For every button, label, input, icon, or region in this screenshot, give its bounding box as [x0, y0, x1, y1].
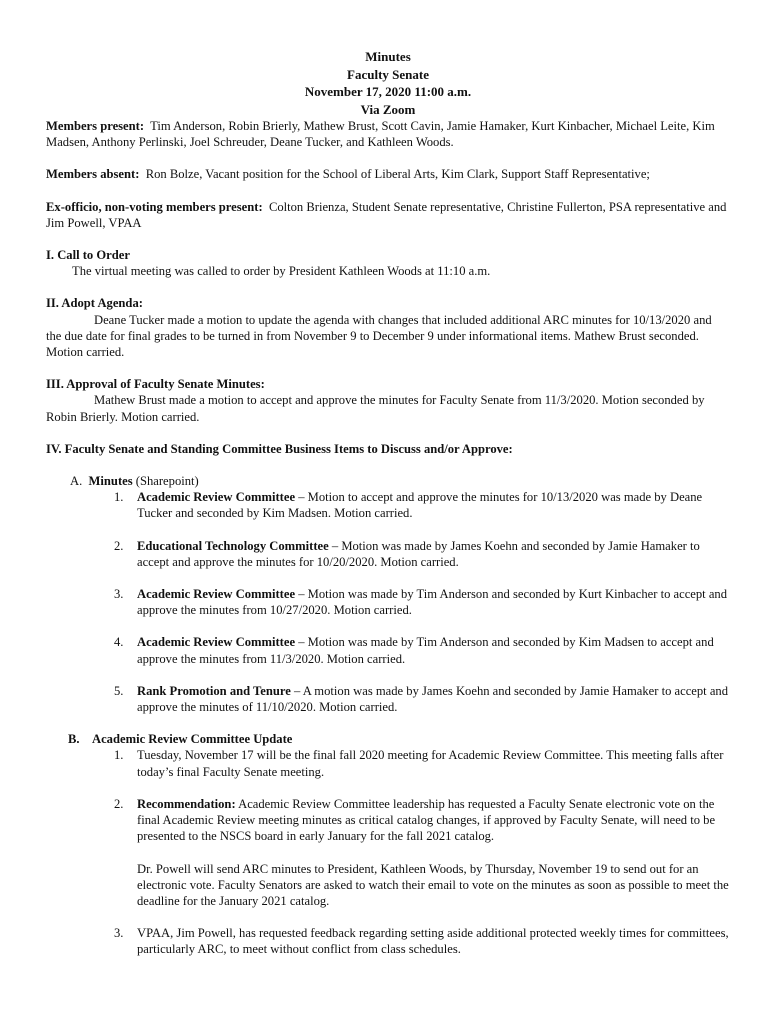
ex-officio: [46, 199, 730, 231]
list-item: [46, 747, 730, 779]
document-title: [46, 48, 730, 118]
section-a-title: Minutes: [88, 474, 133, 489]
section-a: [46, 473, 730, 489]
members-present: [46, 118, 730, 150]
section-a-label: A.: [70, 474, 83, 489]
title-faculty-senate: Faculty Senate: [347, 66, 429, 82]
followup-paragraph: [46, 861, 730, 910]
call-to-order-heading: I. Call to Order: [46, 248, 130, 263]
list-number: 4.: [114, 635, 124, 650]
approval-text: Mathew Brust made a motion to accept and approve the minutes for Faculty Senate from 11/3/2020. Motion seconded by Robin Brierly. Motion carried.: [46, 393, 705, 424]
ex-officio-text: Colton Brienza, Student Senate representative, Christine Fullerton, PSA representative and Jim Powell, VPAA: [46, 199, 727, 230]
list-item-text: – A motion was made by James Koehn and seconded by Jamie Hamaker to accept and approve the minutes of 11/10/2020. Motion carried.: [137, 683, 729, 715]
section-b-title: Academic Review Committee Update: [92, 732, 293, 747]
list-number: 3.: [114, 926, 124, 941]
followup-text: Dr. Powell will send ARC minutes to President, Kathleen Woods, by Thursday, November 19 to send out for an electronic vote. Faculty Senators are asked to watch their email to vote on the minutes as soon as possible to meet the deadline for the January 2021 catalog.: [137, 861, 729, 908]
list-item-text: – Motion to accept and approve the minutes for 10/13/2020 was made by Deane Tucker and seconded by Kim Madsen. Motion carried.: [137, 490, 703, 521]
title-via-zoom: Via Zoom: [360, 101, 416, 117]
adopt-agenda-text: Deane Tucker made a motion to update the agenda with changes that included additional ARC minutes for 10/13/2020 and the due date for final grades to be turned in from November 9 to December 9 under informational items. Mathew Brust seconded. Motion carried.: [46, 312, 712, 360]
minutes-list: [46, 489, 730, 715]
ex-officio-label: Ex-officio, non-voting members present:: [46, 199, 263, 214]
list-item-text: – Motion was made by James Koehn and seconded by Jamie Hamaker to accept and approve the minutes for 10/20/2020. Motion carried.: [137, 538, 700, 569]
section-iv-heading: IV. Faculty Senate and Standing Committee Business Items to Discuss and/or Approve:: [46, 441, 513, 456]
list-item: [46, 538, 730, 570]
call-to-order-text: The virtual meeting was called to order by President Kathleen Woods at 11:10 a.m.: [72, 264, 491, 279]
members-present-label: Members present:: [46, 119, 145, 133]
recommendation-text: Academic Review Committee leadership has requested a Faculty Senate electronic vote on the final Academic Review meeting minutes as critical catalog changes, if approved by Faculty Senate, will need to be presented to the NSCS board in early January for the fall 2021 catalog.: [137, 796, 716, 844]
committee-name: Educational Technology Committee: [137, 538, 329, 553]
members-absent-label: Members absent:: [46, 167, 140, 182]
list-number: 3.: [114, 587, 124, 602]
list-item: [46, 683, 730, 715]
recommendation-label: Recommendation:: [137, 796, 236, 811]
members-absent: [46, 166, 730, 182]
list-item: [46, 796, 730, 845]
list-item: [46, 489, 730, 521]
title-date: November 17, 2020 11:00 a.m.: [304, 84, 472, 99]
list-number: 2.: [114, 796, 124, 811]
approval-heading: III. Approval of Faculty Senate Minutes:: [46, 377, 265, 392]
section-b: [46, 731, 730, 747]
section-a-suffix: (Sharepoint): [132, 474, 199, 489]
adopt-agenda-heading: II. Adopt Agenda:: [46, 296, 143, 311]
section-b-label: B.: [68, 732, 80, 747]
members-present-text: Tim Anderson, Robin Brierly, Mathew Brust, Scott Cavin, Jamie Hamaker, Kurt Kinbacher, Michael Leite, Kim Madsen, Anthony Perlinski, Joel Schreuder, Deane Tucker, and Kathleen Woods.: [46, 119, 715, 150]
list-item: [46, 586, 730, 618]
list-number: 2.: [114, 538, 124, 553]
title-minutes: Minutes: [365, 49, 411, 64]
list-number: 5.: [114, 683, 124, 698]
arc-update-list: [46, 747, 730, 957]
list-item-text: – Motion was made by Tim Anderson and seconded by Kurt Kinbacher to accept and approve the minutes from 10/27/2020. Motion carried.: [137, 587, 728, 618]
members-absent-text: Ron Bolze, Vacant position for the School of Liberal Arts, Kim Clark, Support Staff Representative;: [145, 167, 650, 182]
list-item-text: Tuesday, November 17 will be the final fall 2020 meeting for Academic Review Committee. This meeting falls after today’s final Faculty Senate meeting.: [137, 748, 724, 779]
minutes-document: [46, 48, 730, 958]
committee-name: Academic Review Committee: [137, 635, 296, 650]
committee-name: Rank Promotion and Tenure: [137, 683, 291, 698]
section-a-heading: [70, 473, 730, 489]
committee-name: Academic Review Committee: [137, 587, 296, 602]
list-item: [46, 634, 730, 666]
list-item-text: VPAA, Jim Powell, has requested feedback regarding setting aside additional protected weekly times for committees, particularly ARC, to meet without conflict from class schedules.: [137, 926, 729, 957]
list-item: [46, 925, 730, 957]
list-number: 1.: [114, 748, 124, 763]
list-item-text: – Motion was made by Tim Anderson and seconded by Kim Madsen to accept and approve the minutes from 11/3/2020. Motion carried.: [137, 635, 714, 666]
committee-name: Academic Review Committee: [137, 490, 296, 505]
list-number: 1.: [114, 490, 124, 505]
